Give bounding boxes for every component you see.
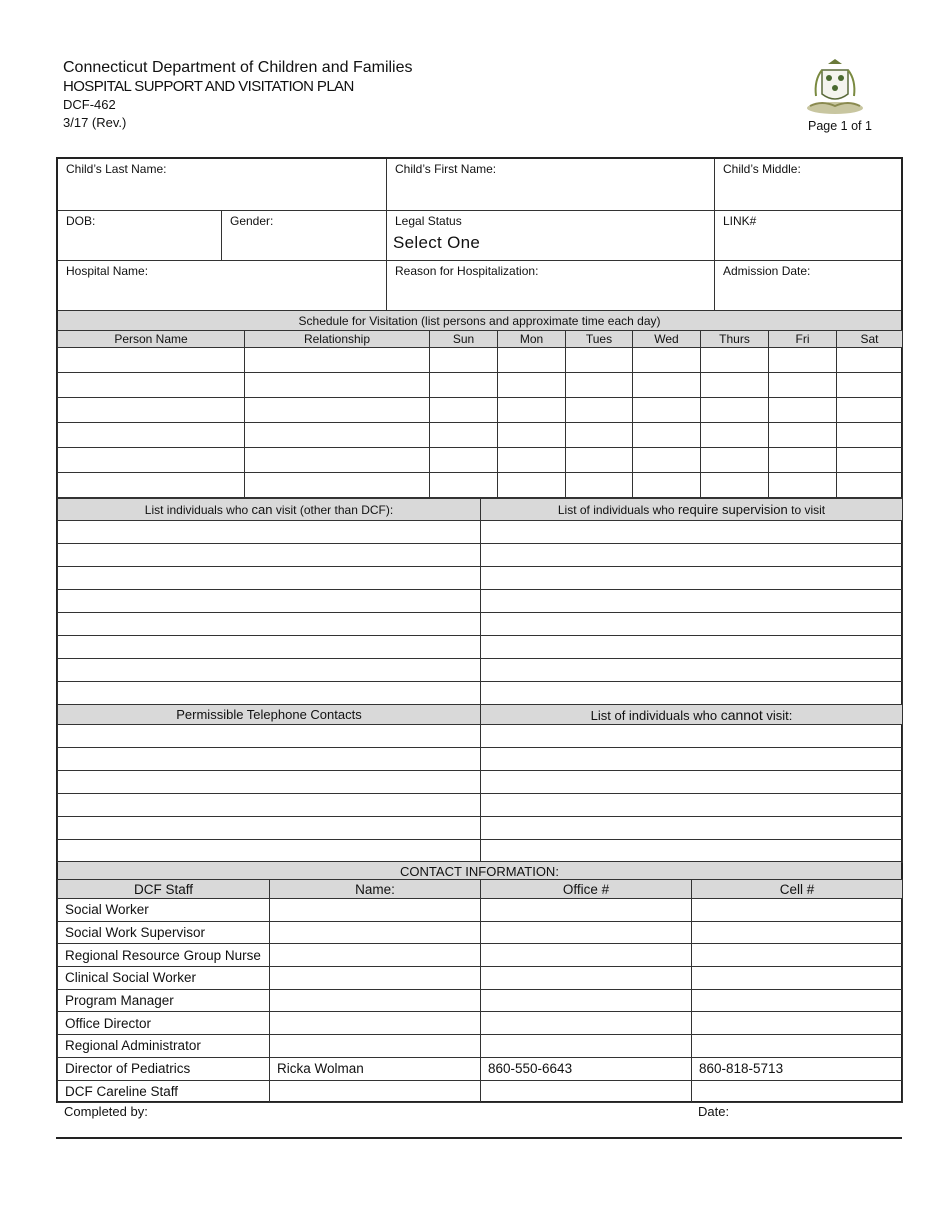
can-visit-header-prefix: List individuals who: [144, 503, 252, 517]
schedule-cell[interactable]: [837, 473, 903, 498]
schedule-cell[interactable]: [769, 448, 837, 473]
can-visit-header-suffix: visit (other than DCF):: [272, 503, 394, 517]
contact-office[interactable]: [481, 921, 692, 944]
can-visit-entry[interactable]: [58, 682, 481, 705]
contact-role: Regional Resource Group Nurse: [58, 944, 270, 967]
gender-field[interactable]: [222, 211, 387, 261]
schedule-cell[interactable]: [430, 423, 498, 448]
schedule-cell[interactable]: [498, 373, 566, 398]
supervision-header-prefix: List of individuals who: [557, 503, 678, 517]
contact-cell[interactable]: [692, 1035, 903, 1058]
schedule-row: [58, 398, 903, 423]
schedule-cell[interactable]: [633, 448, 701, 473]
link-label: LINK#: [723, 214, 757, 228]
contact-row: [58, 921, 903, 944]
schedule-cell[interactable]: [701, 348, 769, 373]
contact-row: [58, 1080, 903, 1103]
can-visit-entry[interactable]: [58, 521, 481, 544]
contact-row: [58, 1012, 903, 1035]
schedule-cell[interactable]: [633, 423, 701, 448]
hospital-name-label: Hospital Name:: [66, 264, 149, 278]
contact-col-header: Office #: [481, 880, 692, 899]
schedule-row: [58, 473, 903, 498]
legal-status-label: Legal Status: [395, 214, 462, 228]
schedule-cell[interactable]: [58, 373, 245, 398]
schedule-cell[interactable]: [837, 373, 903, 398]
contact-name[interactable]: [270, 944, 481, 967]
telephone-contact-entry[interactable]: [58, 817, 481, 840]
phone-list-row: [58, 840, 903, 863]
contact-col-header: Cell #: [692, 880, 903, 899]
schedule-cell[interactable]: [498, 348, 566, 373]
hospital-name-field[interactable]: [58, 261, 387, 311]
schedule-cell[interactable]: [566, 448, 633, 473]
contact-title-bar: [58, 861, 901, 880]
schedule-cell[interactable]: [498, 473, 566, 498]
contact-office[interactable]: [481, 899, 692, 922]
form-revision: 3/17 (Rev.): [63, 115, 127, 130]
contact-role: Program Manager: [58, 989, 270, 1012]
schedule-cell[interactable]: [430, 348, 498, 373]
contact-cell[interactable]: [692, 1012, 903, 1035]
schedule-cell[interactable]: [633, 373, 701, 398]
contact-cell[interactable]: 860-818-5713: [692, 1057, 903, 1080]
schedule-cell[interactable]: [701, 473, 769, 498]
phone-lists-table: [57, 704, 903, 863]
schedule-col-header: Person Name: [58, 331, 245, 348]
contact-name[interactable]: [270, 1012, 481, 1035]
schedule-cell[interactable]: [837, 423, 903, 448]
child-first-name-label: Child’s First Name:: [395, 162, 497, 176]
supervision-entry[interactable]: [481, 659, 903, 682]
cannot-visit-entry[interactable]: [481, 794, 903, 817]
telephone-contact-entry[interactable]: [58, 840, 481, 863]
contact-cell[interactable]: [692, 989, 903, 1012]
contact-col-header: Name:: [270, 880, 481, 899]
contact-role: Social Worker: [58, 899, 270, 922]
supervision-header: [481, 499, 903, 521]
schedule-cell[interactable]: [566, 373, 633, 398]
schedule-cell[interactable]: [566, 348, 633, 373]
schedule-cell[interactable]: [245, 448, 430, 473]
telephone-contacts-header: Permissible Telephone Contacts: [58, 705, 481, 725]
contact-role: Office Director: [58, 1012, 270, 1035]
telephone-contact-entry[interactable]: [58, 748, 481, 771]
contact-rows: [58, 899, 903, 1103]
contact-name[interactable]: [270, 921, 481, 944]
cannot-visit-entry[interactable]: [481, 725, 903, 748]
contact-name[interactable]: [270, 899, 481, 922]
cannot-visit-header-emphasis: cannot: [720, 706, 763, 723]
contact-cell[interactable]: [692, 944, 903, 967]
schedule-cell[interactable]: [633, 348, 701, 373]
schedule-cell[interactable]: [566, 398, 633, 423]
schedule-cell[interactable]: [566, 473, 633, 498]
form-title: HOSPITAL SUPPORT AND VISITATION PLAN: [63, 78, 354, 95]
schedule-rows: [58, 348, 903, 498]
can-visit-entry[interactable]: [58, 636, 481, 659]
contact-role: Director of Pediatrics: [58, 1057, 270, 1080]
supervision-entry[interactable]: [481, 521, 903, 544]
phone-list-row: [58, 794, 903, 817]
contact-name[interactable]: Ricka Wolman: [270, 1057, 481, 1080]
phone-list-row: [58, 725, 903, 748]
schedule-cell[interactable]: [701, 423, 769, 448]
schedule-col-header: Tues: [566, 331, 633, 348]
agency-name: Connecticut Department of Children and Families: [63, 59, 413, 76]
contact-role: Social Work Supervisor: [58, 921, 270, 944]
supervision-entry[interactable]: [481, 567, 903, 590]
schedule-col-header: Mon: [498, 331, 566, 348]
schedule-cell[interactable]: [769, 348, 837, 373]
dob-field[interactable]: [58, 211, 222, 261]
cannot-visit-entry[interactable]: [481, 817, 903, 840]
state-seal-icon: [802, 56, 868, 118]
contact-row: [58, 1035, 903, 1058]
schedule-cell[interactable]: [769, 473, 837, 498]
schedule-cell[interactable]: [58, 348, 245, 373]
schedule-cell[interactable]: [769, 373, 837, 398]
visit-list-row: [58, 567, 903, 590]
contact-role: Regional Administrator: [58, 1035, 270, 1058]
supervision-entry[interactable]: [481, 682, 903, 705]
completed-by-label: Completed by:: [64, 1104, 148, 1119]
contact-row: [58, 989, 903, 1012]
visit-list-row: [58, 544, 903, 567]
visit-list-row: [58, 682, 903, 705]
reason-field[interactable]: [387, 261, 715, 311]
reason-label: Reason for Hospitalization:: [395, 264, 539, 278]
schedule-cell[interactable]: [498, 448, 566, 473]
phone-list-row: [58, 771, 903, 794]
schedule-header-row: [58, 331, 903, 348]
schedule-cell[interactable]: [633, 473, 701, 498]
schedule-col-header: Relationship: [245, 331, 430, 348]
contact-row: [58, 1057, 903, 1080]
schedule-row: [58, 373, 903, 398]
child-last-name-field[interactable]: [58, 159, 387, 211]
contact-table: [57, 879, 903, 1103]
contact-role: DCF Careline Staff: [58, 1080, 270, 1103]
contact-cell[interactable]: [692, 899, 903, 922]
legal-status-field: [387, 211, 715, 261]
dob-label: DOB:: [66, 214, 96, 228]
schedule-col-header: Wed: [633, 331, 701, 348]
visit-lists-header-row: [58, 499, 903, 521]
can-visit-header-emphasis: can: [251, 502, 273, 517]
contact-name[interactable]: [270, 1035, 481, 1058]
legal-status-select[interactable]: Select One: [393, 233, 481, 252]
contact-col-header: DCF Staff: [58, 880, 270, 899]
schedule-cell[interactable]: [245, 473, 430, 498]
child-last-name-label: Child’s Last Name:: [66, 162, 167, 176]
supervision-entry[interactable]: [481, 636, 903, 659]
phone-lists-header-row: [58, 705, 903, 725]
visitation-form: [56, 157, 903, 1103]
visit-list-row: [58, 590, 903, 613]
telephone-contact-entry[interactable]: [58, 794, 481, 817]
page-number: Page 1 of 1: [808, 119, 872, 133]
contact-office[interactable]: [481, 1035, 692, 1058]
schedule-cell[interactable]: [566, 423, 633, 448]
contact-office[interactable]: 860-550-6643: [481, 1057, 692, 1080]
schedule-table: [57, 330, 903, 498]
form-header: [63, 58, 413, 132]
visit-list-row: [58, 521, 903, 544]
schedule-cell[interactable]: [245, 348, 430, 373]
cannot-visit-header-prefix: List of individuals who: [590, 707, 721, 723]
schedule-cell[interactable]: [633, 398, 701, 423]
supervision-header-suffix: to visit: [787, 503, 826, 517]
can-visit-entry[interactable]: [58, 590, 481, 613]
schedule-cell[interactable]: [701, 448, 769, 473]
schedule-row: [58, 348, 903, 373]
schedule-cell[interactable]: [245, 373, 430, 398]
bottom-rule: [56, 1137, 902, 1139]
visit-list-rows: [58, 521, 903, 705]
schedule-cell[interactable]: [58, 398, 245, 423]
contact-cell[interactable]: [692, 1080, 903, 1103]
contact-office[interactable]: [481, 1012, 692, 1035]
supervision-entry[interactable]: [481, 544, 903, 567]
visit-list-row: [58, 659, 903, 682]
schedule-cell[interactable]: [837, 448, 903, 473]
cannot-visit-header-suffix: visit:: [762, 707, 793, 723]
contact-office[interactable]: [481, 989, 692, 1012]
link-field[interactable]: [715, 211, 901, 261]
schedule-cell[interactable]: [498, 398, 566, 423]
schedule-row: [58, 423, 903, 448]
can-visit-header: [58, 499, 481, 521]
supervision-entry[interactable]: [481, 613, 903, 636]
schedule-cell[interactable]: [245, 398, 430, 423]
telephone-contact-entry[interactable]: [58, 771, 481, 794]
contact-office[interactable]: [481, 1080, 692, 1103]
child-middle-field[interactable]: [715, 159, 901, 211]
contact-name[interactable]: [270, 967, 481, 990]
contact-row: [58, 967, 903, 990]
schedule-cell[interactable]: [58, 423, 245, 448]
cannot-visit-entry[interactable]: [481, 748, 903, 771]
contact-cell[interactable]: [692, 921, 903, 944]
supervision-entry[interactable]: [481, 590, 903, 613]
admission-date-label: Admission Date:: [723, 264, 811, 278]
schedule-title-bar: [58, 311, 901, 331]
schedule-cell[interactable]: [245, 423, 430, 448]
contact-row: [58, 899, 903, 922]
phone-list-row: [58, 748, 903, 771]
cannot-visit-header: [481, 705, 903, 725]
schedule-cell[interactable]: [769, 423, 837, 448]
gender-label: Gender:: [230, 214, 274, 228]
schedule-cell[interactable]: [58, 473, 245, 498]
contact-row: [58, 944, 903, 967]
schedule-col-header: Sun: [430, 331, 498, 348]
can-visit-entry[interactable]: [58, 544, 481, 567]
visit-lists-table: [57, 498, 903, 705]
visit-list-row: [58, 613, 903, 636]
schedule-col-header: Thurs: [701, 331, 769, 348]
cannot-visit-entry[interactable]: [481, 840, 903, 863]
schedule-cell[interactable]: [701, 398, 769, 423]
form-code: DCF-462: [63, 97, 116, 112]
phone-list-rows: [58, 725, 903, 863]
contact-office[interactable]: [481, 944, 692, 967]
contact-office[interactable]: [481, 967, 692, 990]
can-visit-entry[interactable]: [58, 659, 481, 682]
can-visit-entry[interactable]: [58, 613, 481, 636]
schedule-cell[interactable]: [837, 398, 903, 423]
cannot-visit-entry[interactable]: [481, 771, 903, 794]
contact-name[interactable]: [270, 1080, 481, 1103]
contact-role: Clinical Social Worker: [58, 967, 270, 990]
contact-name[interactable]: [270, 989, 481, 1012]
schedule-col-header: Sat: [837, 331, 903, 348]
telephone-contact-entry[interactable]: [58, 725, 481, 748]
supervision-header-emphasis: require supervision: [677, 502, 788, 517]
visit-list-row: [58, 636, 903, 659]
child-first-name-field[interactable]: [387, 159, 715, 211]
admission-date-field[interactable]: [715, 261, 901, 311]
contact-title: CONTACT INFORMATION:: [400, 864, 559, 879]
contact-header-row: [58, 880, 903, 899]
schedule-cell[interactable]: [430, 373, 498, 398]
schedule-cell[interactable]: [58, 448, 245, 473]
phone-list-row: [58, 817, 903, 840]
child-middle-label: Child’s Middle:: [723, 162, 801, 176]
schedule-cell[interactable]: [837, 348, 903, 373]
schedule-cell[interactable]: [769, 398, 837, 423]
contact-cell[interactable]: [692, 967, 903, 990]
schedule-row: [58, 448, 903, 473]
schedule-cell[interactable]: [430, 398, 498, 423]
schedule-cell[interactable]: [430, 448, 498, 473]
schedule-cell[interactable]: [430, 473, 498, 498]
schedule-title: Schedule for Visitation (list persons and approximate time each day): [298, 314, 661, 328]
can-visit-entry[interactable]: [58, 567, 481, 590]
schedule-cell[interactable]: [701, 373, 769, 398]
schedule-cell[interactable]: [498, 423, 566, 448]
date-label: Date:: [698, 1104, 730, 1119]
schedule-col-header: Fri: [769, 331, 837, 348]
